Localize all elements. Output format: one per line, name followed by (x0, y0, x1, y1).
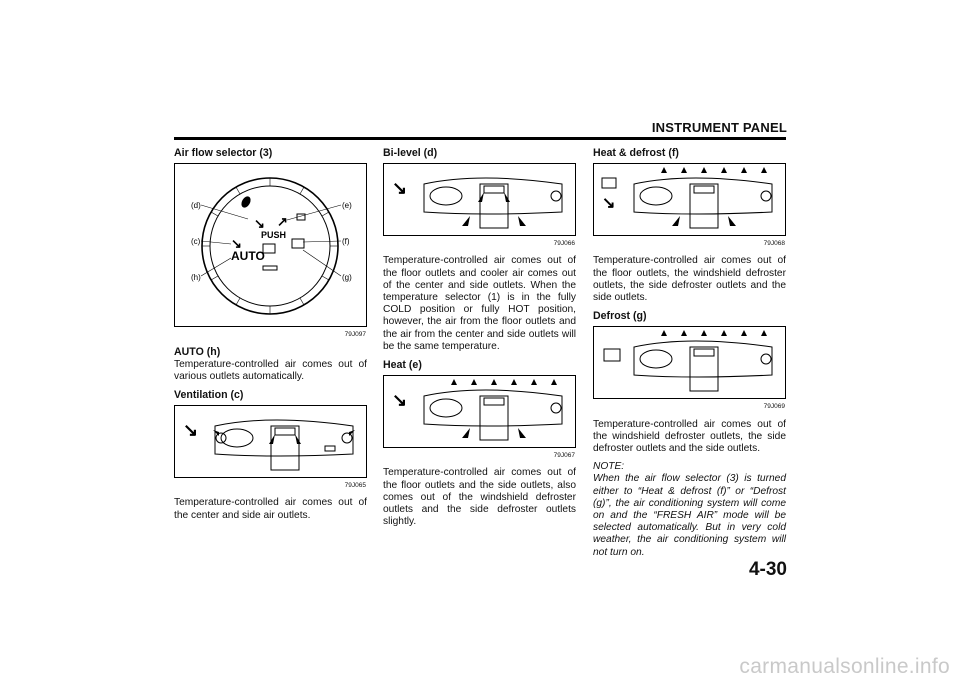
ventilation-heading: Ventilation (c) (174, 389, 244, 402)
dashboard-heat-defrost-diagram (594, 164, 785, 235)
heat-defrost-heading: Heat & defrost (f) (593, 147, 679, 159)
auto-label: AUTO (231, 249, 265, 264)
dashboard-bilevel-diagram (384, 164, 575, 235)
column-2 (383, 147, 576, 534)
air-flow-selector-figure (174, 163, 367, 327)
heat-heading: Heat (e) (383, 359, 422, 372)
defrost-text: Temperature-controlled air comes out of the windshield defroster outlets, the side defroster outlets and the side outlets. (593, 418, 786, 455)
svg-text:↘: ↘ (231, 236, 242, 252)
figure-code: 79J065 (344, 482, 366, 490)
defrost-heading: Defrost (g) (593, 310, 647, 323)
figure-code: 79J068 (763, 240, 785, 248)
auto-heading: AUTO (h) (174, 346, 221, 359)
svg-text:↘: ↘ (392, 390, 408, 411)
svg-text:↘: ↘ (183, 420, 199, 441)
heat-text: Temperature-controlled air comes out of the floor outlets and the side outlets, also comes out of the windshield defroster outlets and the side defroster outlets slightly. (383, 467, 576, 528)
label-f: (f) (342, 237, 350, 247)
selector-dial-diagram (175, 164, 366, 326)
label-c: (c) (191, 237, 201, 247)
svg-text:↘: ↘ (392, 178, 408, 199)
header-rule (174, 137, 786, 140)
ventilation-figure (174, 405, 367, 478)
watermark[interactable]: carmanualsonline.info (739, 655, 950, 678)
svg-text:↘: ↘ (602, 195, 616, 213)
dashboard-defrost-diagram (594, 327, 785, 398)
label-d: (d) (191, 201, 201, 211)
bi-level-text: Temperature-controlled air comes out of the floor outlets and cooler air comes out of the center and side outlets. When the temperature selector (1) is in the fully COLD position or fully HOT position, however, the air from the floor outlets and the air from the center and side outlets will be the same temperature. (383, 255, 576, 352)
auto-text: Temperature-controlled air comes out of various outlets automatically. (174, 358, 367, 382)
air-flow-selector-heading: Air flow selector (3) (174, 147, 273, 159)
figure-code: 79J097 (344, 331, 366, 339)
svg-text:↘: ↘ (254, 216, 265, 232)
dashboard-heat-diagram (384, 376, 575, 447)
label-e: (e) (342, 201, 352, 211)
heat-defrost-figure (593, 163, 786, 236)
column-1 (174, 147, 367, 528)
note-label: NOTE: (593, 461, 625, 473)
defrost-figure (593, 326, 786, 399)
section-title: INSTRUMENT PANEL (651, 120, 787, 135)
dashboard-vent-diagram (175, 406, 366, 477)
figure-code: 79J066 (553, 240, 575, 248)
column-3 (593, 147, 786, 559)
bi-level-heading: Bi-level (d) (383, 147, 438, 159)
heat-defrost-text: Temperature-controlled air comes out of the floor outlets, the windshield defroster outlets, the side defroster outlets and the side outlets. (593, 255, 786, 304)
svg-text:↗: ↗ (277, 214, 288, 230)
ventilation-text: Temperature-controlled air comes out of the center and side air outlets. (174, 497, 367, 521)
label-h: (h) (191, 273, 201, 283)
heat-figure (383, 375, 576, 448)
figure-code: 79J067 (553, 452, 575, 460)
bi-level-figure (383, 163, 576, 236)
push-label: PUSH (261, 230, 287, 241)
label-g: (g) (342, 273, 352, 283)
note-text: When the air flow selector (3) is turned either to “Heat & defrost (f)” or “Defrost (g)”, the air conditioning system will come on and the “FRESH AIR” mode will be selected automatically. But in very cold weather, the air conditioning system will not turn on. (593, 473, 786, 558)
figure-code: 79J069 (763, 403, 785, 411)
note-block (593, 461, 786, 559)
page-number: 4-30 (748, 559, 787, 580)
